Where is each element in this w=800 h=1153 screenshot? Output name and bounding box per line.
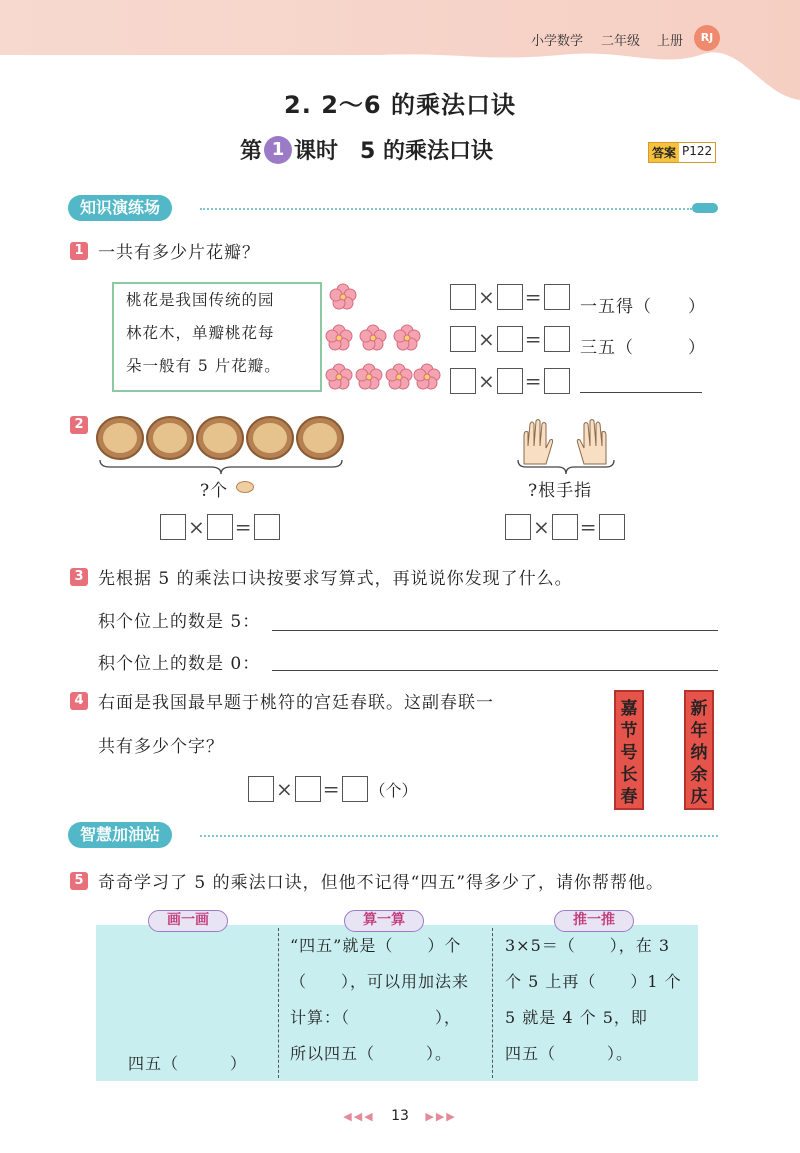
couplet-char: 节: [620, 721, 638, 741]
q3-line2-label: 积个位上的数是 0：: [98, 654, 261, 674]
answer-page: P122: [679, 143, 715, 162]
couplet-char: 号: [620, 743, 638, 763]
question-4-text-2: 共有多少个字？: [98, 737, 224, 757]
page-number: 13: [391, 1108, 409, 1124]
header-grade: 二年级: [601, 34, 641, 49]
col2-line: 所以四五（ ）。: [290, 1044, 453, 1063]
lesson-name: 5 的乘法口诀: [360, 139, 493, 164]
page-title: 2. 2～6 的乘法口诀: [284, 91, 516, 119]
rhyme-2[interactable]: 三五（ ）: [580, 338, 706, 358]
answer-box[interactable]: [295, 776, 321, 802]
answer-box[interactable]: [497, 326, 523, 352]
bun-basket: [96, 416, 144, 460]
couplet-char: 嘉: [620, 699, 638, 719]
couplet-char: 春: [620, 787, 638, 807]
col2-line: “四五”就是（ ）个: [290, 936, 462, 955]
header-subject: 小学数学: [531, 34, 584, 49]
answer-box[interactable]: [505, 514, 531, 540]
bun-icon: [236, 481, 254, 493]
couplet-right: [684, 690, 714, 810]
col2-line: （ ），可以用加法来: [290, 972, 470, 991]
bun-basket: [246, 416, 294, 460]
question-5-text: 奇奇学习了 5 的乘法口诀，但他不记得“四五”得多少了，请你帮帮他。: [98, 873, 665, 893]
brace-icon: [98, 458, 344, 476]
answer-line[interactable]: [272, 670, 718, 671]
tag-infer: 推一推: [554, 910, 634, 932]
lesson-title: [240, 134, 493, 165]
answer-box[interactable]: [207, 514, 233, 540]
question-number: 1: [70, 242, 88, 260]
equation-row: × = （个）: [248, 776, 418, 802]
rhyme-1[interactable]: 一五得（ ）: [580, 297, 706, 317]
col2-text[interactable]: [290, 928, 490, 1072]
bun-basket: [196, 416, 244, 460]
answer-box[interactable]: [450, 284, 476, 310]
col3-line: 四五（ ）。: [505, 1044, 634, 1063]
section-divider: [200, 208, 692, 210]
col3-line: 5 就是 4 个 5，即: [505, 1008, 648, 1027]
peach-flowers: [325, 280, 445, 395]
column-divider: [278, 928, 279, 1078]
answer-box[interactable]: [248, 776, 274, 802]
question-number: 2: [70, 416, 88, 434]
pencil-icon: [692, 203, 718, 213]
info-line: 桃花是我国传统的园: [126, 291, 275, 309]
answer-line[interactable]: [272, 630, 718, 631]
answer-box[interactable]: [497, 284, 523, 310]
couplet-left: [614, 690, 644, 810]
equation-row: × =: [160, 514, 280, 540]
info-line: 朵一般有 5 片花瓣。: [126, 357, 281, 375]
couplet-char: 纳: [690, 743, 708, 763]
answer-box[interactable]: [544, 284, 570, 310]
answer-box[interactable]: [552, 514, 578, 540]
answer-box[interactable]: [254, 514, 280, 540]
equation-row: × =: [505, 514, 625, 540]
answer-box[interactable]: [160, 514, 186, 540]
question-3-text: 先根据 5 的乘法口诀按要求写算式，再说说你发现了什么。: [98, 569, 573, 589]
answer-reference[interactable]: [648, 142, 716, 163]
equation-row: × =: [450, 284, 570, 310]
couplet-char: 年: [690, 721, 708, 741]
answer-box[interactable]: [497, 368, 523, 394]
lesson-number: 1: [264, 136, 292, 164]
couplet-char: 新: [690, 699, 708, 719]
page-footer: [0, 1108, 800, 1124]
question-number: 3: [70, 568, 88, 586]
lesson-prefix: 第: [240, 139, 263, 164]
q2-right-label: ?根手指: [528, 481, 593, 501]
bun-basket: [296, 416, 344, 460]
couplet-char: 长: [620, 765, 638, 785]
equation-row: × =: [450, 326, 570, 352]
col2-line: 计算：（ ），: [290, 1008, 462, 1027]
answer-box[interactable]: [544, 368, 570, 394]
answer-box[interactable]: [450, 326, 476, 352]
col3-line: 个 5 上再（ ）1 个: [505, 972, 682, 991]
section-divider: [200, 835, 718, 837]
answer-label: 答案: [649, 143, 679, 162]
info-box: [112, 282, 322, 392]
couplet-char: 余: [690, 765, 708, 785]
equation-row: × =: [450, 368, 570, 394]
question-1-text: 一共有多少片花瓣？: [98, 243, 260, 263]
left-arrows-icon: ◀◀◀: [343, 1110, 375, 1123]
edition-badge: RJ: [694, 25, 720, 51]
answer-box[interactable]: [450, 368, 476, 394]
lesson-suffix: 课时: [294, 139, 339, 164]
right-arrows-icon: ▶▶▶: [425, 1110, 457, 1123]
question-number: 5: [70, 872, 88, 890]
answer-box[interactable]: [342, 776, 368, 802]
brace-icon: [516, 458, 616, 476]
col3-text[interactable]: [505, 928, 695, 1072]
tag-draw: 画一画: [148, 910, 228, 932]
header-volume: 上册: [657, 34, 684, 49]
q3-line1-label: 积个位上的数是 5：: [98, 612, 261, 632]
tag-calc: 算一算: [344, 910, 424, 932]
section-wisdom: 智慧加油站: [68, 822, 172, 848]
column-divider: [492, 928, 493, 1078]
col1-answer[interactable]: 四五（ ）: [128, 1054, 248, 1073]
section-practice: 知识演练场: [68, 195, 172, 221]
q2-left-label: ?个: [200, 481, 229, 501]
couplet-char: 庆: [690, 787, 708, 807]
question-4-text-1: 右面是我国最早题于桃符的宫廷春联。这副春联一: [98, 693, 494, 713]
unit-label: （个）: [369, 780, 418, 800]
bun-basket: [146, 416, 194, 460]
col3-line: 3×5＝（ ），在 3: [505, 936, 671, 955]
question-number: 4: [70, 692, 88, 710]
answer-box[interactable]: [599, 514, 625, 540]
info-line: 林花木，单瓣桃花每: [126, 324, 275, 342]
rhyme-3-blank[interactable]: [580, 392, 702, 393]
answer-box[interactable]: [544, 326, 570, 352]
